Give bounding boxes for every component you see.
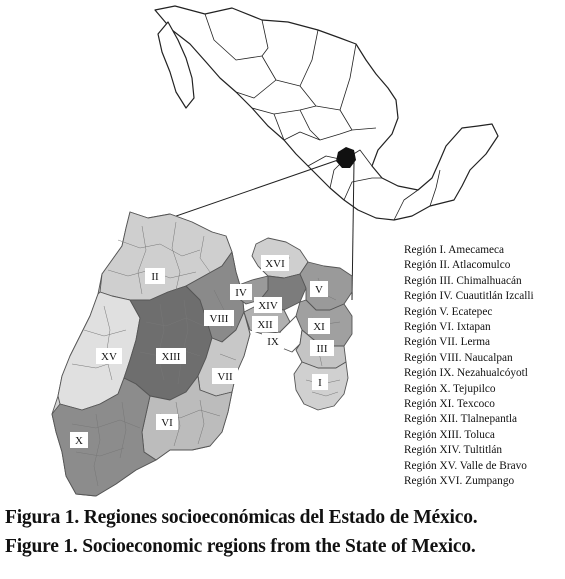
legend-item: Región I. Amecameca [404,244,505,256]
region-label-ix [262,333,284,349]
svg-text:III: III [316,343,328,355]
legend-item: Región XI. Texcoco [404,398,495,411]
legend-item: Región IV. Cuautitlán Izcalli [404,290,534,303]
region-label-xi [308,318,330,334]
region-label-xiii [156,348,186,364]
legend-item: Región V. Ecatepec [404,305,493,318]
legend-item: Región VII. Lerma [404,336,491,349]
legend-item: Región II. Atlacomulco [404,259,511,272]
figure-caption-spanish: Figura 1. Regiones socioeconómicas del Estado de México. [5,507,478,528]
legend-item: Región IX. Nezahualcóyotl [404,367,528,380]
region-label-i [312,374,328,390]
mexico-inset-map [155,6,498,220]
legend-item: Región XII. Tlalnepantla [404,413,518,426]
region-label-iv [230,284,252,300]
svg-text:VIII: VIII [209,313,229,325]
region-label-xii [252,316,278,332]
svg-text:I: I [318,377,322,389]
figure-caption-english: Figure 1. Socioeconomic regions from the State of Mexico. [5,536,476,557]
svg-text:IV: IV [235,287,247,299]
region-label-viii [204,310,234,326]
region-label-xiv [254,297,282,313]
svg-text:XIII: XIII [161,351,181,363]
region-legend [404,243,564,490]
svg-text:X: X [75,435,83,447]
region-label-ii [145,268,165,284]
svg-text:V: V [315,284,323,296]
svg-text:XII: XII [257,319,273,331]
legend-item: Región XIV. Tultitlán [404,444,503,457]
region-label-v [310,281,328,297]
svg-text:XIV: XIV [258,300,278,312]
svg-text:VII: VII [217,371,233,383]
legend-item: Región XV. Valle de Bravo [404,459,527,472]
svg-text:XV: XV [101,351,117,363]
svg-text:XI: XI [313,321,325,333]
legend-item: Región VI. Ixtapan [404,321,491,334]
region-label-x [70,432,88,448]
legend-item: Región VIII. Naucalpan [404,351,513,364]
svg-text:IX: IX [267,336,279,348]
legend-item: Región X. Tejupilco [404,382,496,395]
legend-item: Región XIII. Toluca [404,428,495,441]
region-label-vii [212,368,238,384]
region-label-xv [96,348,122,364]
svg-text:XVI: XVI [265,258,285,270]
region-label-vi [156,414,178,430]
legend-item: Región III. Chimalhuacán [404,274,522,287]
svg-text:VI: VI [161,417,173,429]
region-label-iii [310,340,334,356]
region-label-xvi [261,255,289,271]
svg-text:II: II [151,271,159,283]
legend-item: Región XVI. Zumpango [404,475,515,488]
